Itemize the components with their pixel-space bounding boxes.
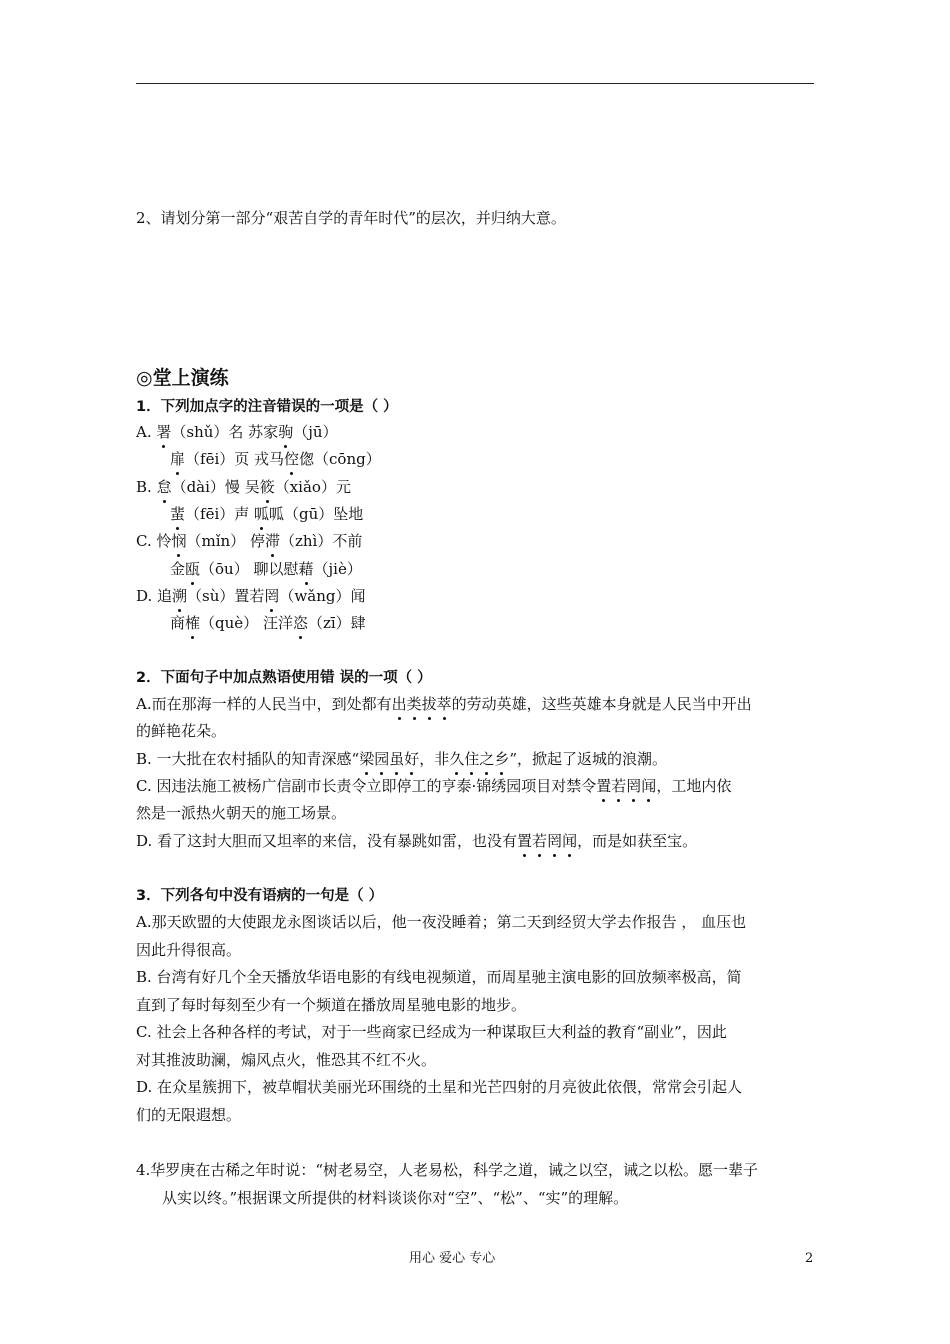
q1-option-c-line2 [170, 558, 362, 580]
q2-option-b [136, 748, 667, 770]
q1-option-d-line2 [170, 612, 366, 634]
dotted-char: 若 [532, 832, 548, 850]
dotted-char: 萃 [436, 695, 452, 713]
dotted-char: 之 [479, 750, 495, 768]
text: C. 因违法施工被杨广信副市长责令立即停工的亨泰·锦绣园项目对禁令 [136, 777, 597, 795]
text: B. 一大批在农村插队的知青深感“ [136, 750, 360, 768]
section-title: ◎堂上演练 [136, 367, 229, 389]
q4-line2: 从实以终。”根据课文所提供的材料谈谈你对“空”、“松”、“实”的理解。 [162, 1189, 629, 1207]
q2-option-d [136, 830, 697, 852]
dotted-char: 溯 [172, 587, 188, 605]
text: 的劳动英雄，这些英雄本身就是人民当中开出 [451, 695, 752, 713]
q3-option-c-line1: C. 社会上各种各样的考试，对于一些商家已经成为一种谋取巨大利益的教育“副业”，因此 [136, 1023, 727, 1041]
text: （xiǎo）元 [274, 478, 351, 496]
dotted-char: 滞 [264, 532, 280, 550]
dotted-char: 置 [517, 832, 533, 850]
text: （zī）肆 [307, 614, 366, 632]
dotted-char: 筱 [259, 478, 275, 496]
dotted-char: 梁 [359, 750, 375, 768]
text: （ōu） 聊以慰 [200, 560, 299, 578]
dotted-char: 好 [404, 750, 420, 768]
dotted-char: 驹 [278, 423, 294, 441]
dotted-char: 虽 [389, 750, 405, 768]
header-rule [136, 83, 814, 84]
q1-option-b-line2 [170, 503, 363, 525]
dotted-char: 署 [156, 423, 172, 441]
text: （fēi）声 [185, 505, 255, 523]
dotted-char: 扉 [170, 450, 186, 468]
dotted-char: 恣 [292, 614, 308, 632]
text: ”，掀起了返城的浪潮。 [509, 750, 668, 768]
q2-option-a-line1 [136, 693, 752, 715]
q1-stem: 1．下列加点字的注音错误的一项是（ ） [136, 399, 398, 415]
text: D. 追 [136, 587, 173, 605]
text: （sù）置若 [187, 587, 265, 605]
dotted-char: 出 [391, 695, 407, 713]
dotted-char: 罔 [626, 777, 642, 795]
page-number: 2 [805, 1251, 814, 1266]
footer-motto: 用心 爱心 专心 [409, 1251, 496, 1266]
q3-option-b-line1: B. 台湾有好几个全天播放华语电影的有线电视频道，而周星驰主演电影的回放频率极高，简 [136, 968, 742, 986]
text: 商 [170, 614, 186, 632]
text: ，而是如获至宝。 [577, 832, 698, 850]
q1-option-b-line1 [136, 476, 351, 498]
dotted-char: 榷 [185, 614, 201, 632]
q2-stem: 2．下面句子中加点熟语使用错 误的一项（ ） [136, 670, 432, 686]
q3-option-a-line1: A.那天欧盟的大使跟龙永图谈话以后，他一夜没睡着；第二天到经贸大学去作报告 ， 血压也 [136, 913, 747, 931]
question-2-layering: 2、请划分第一部分“艰苦自学的青年时代”的层次，并归纳大意。 [136, 209, 566, 227]
text: ，工地内依 [656, 777, 732, 795]
dotted-char: 乡 [494, 750, 510, 768]
dotted-char: 蜚 [170, 505, 186, 523]
dotted-char: 倥 [284, 450, 300, 468]
text: （fēi）页 戎马 [185, 450, 285, 468]
q1-option-a-line2 [170, 448, 381, 470]
text: （jiè） [313, 560, 362, 578]
q2-option-c-line2: 然是一派热火朝天的施工场景。 [136, 804, 347, 822]
text: （zhì）不前 [279, 532, 363, 550]
q3-stem: 3．下列各句中没有语病的一句是（ ） [136, 888, 384, 904]
text: A. [136, 423, 157, 441]
text: ，非 [419, 750, 450, 768]
dotted-char: 呱 [254, 505, 270, 523]
q3-option-b-line2: 直到了每时每刻至少有一个频道在播放周星驰电影的地步。 [136, 996, 527, 1014]
q1-option-a-line1 [136, 421, 338, 443]
q2-option-a-line2: 的鲜艳花朵。 [136, 722, 227, 740]
dotted-char: 闻 [562, 832, 578, 850]
text: （wǎng）闻 [279, 587, 366, 605]
q2-option-c-line1 [136, 775, 731, 797]
dotted-char: 藉 [298, 560, 314, 578]
text: 金 [170, 560, 186, 578]
dotted-char: 罔 [264, 587, 280, 605]
dotted-char: 住 [464, 750, 480, 768]
dotted-char: 园 [374, 750, 390, 768]
q3-option-c-line2: 对其推波助澜，煽风点火，惟恐其不红不火。 [136, 1051, 437, 1069]
text: （què） 汪洋 [200, 614, 293, 632]
q1-option-d-line1 [136, 585, 365, 607]
dotted-char: 瓯 [185, 560, 201, 578]
dotted-char: 类 [406, 695, 422, 713]
dotted-char: 拔 [421, 695, 437, 713]
text: （shǔ）名 苏家 [171, 423, 279, 441]
text: （jū） [293, 423, 338, 441]
text: 偬（cōng） [299, 450, 381, 468]
dotted-char: 闻 [641, 777, 657, 795]
dotted-char: 置 [596, 777, 612, 795]
dotted-char: 罔 [547, 832, 563, 850]
q3-option-a-line2: 因此升得很高。 [136, 941, 242, 959]
text: B. [136, 478, 157, 496]
q3-option-d-line2: 们的无限遐想。 [136, 1106, 242, 1124]
text: （dài）慢 吴 [171, 478, 260, 496]
dotted-char: 怠 [156, 478, 172, 496]
q4-line1: 4.华罗庚在古稀之年时说：“树老易空，人老易松，科学之道，诫之以空，诫之以松。愿一辈子 [136, 1161, 758, 1179]
text: C. 怜 [136, 532, 172, 550]
text: 呱（gū）坠地 [269, 505, 364, 523]
text: A.而在那海一样的人民当中，到处都有 [136, 695, 392, 713]
dotted-char: 悯 [171, 532, 187, 550]
q1-option-c-line1 [136, 530, 362, 552]
q3-option-d-line1: D. 在众星簇拥下，被草帽状美丽光环围绕的土星和光芒四射的月亮彼此依偎，常常会引起人 [136, 1078, 743, 1096]
text: （mǐn） 停 [186, 532, 265, 550]
dotted-char: 若 [611, 777, 627, 795]
dotted-char: 久 [449, 750, 465, 768]
text: D. 看了这封大胆而又坦率的来信，没有暴跳如雷，也没有 [136, 832, 518, 850]
